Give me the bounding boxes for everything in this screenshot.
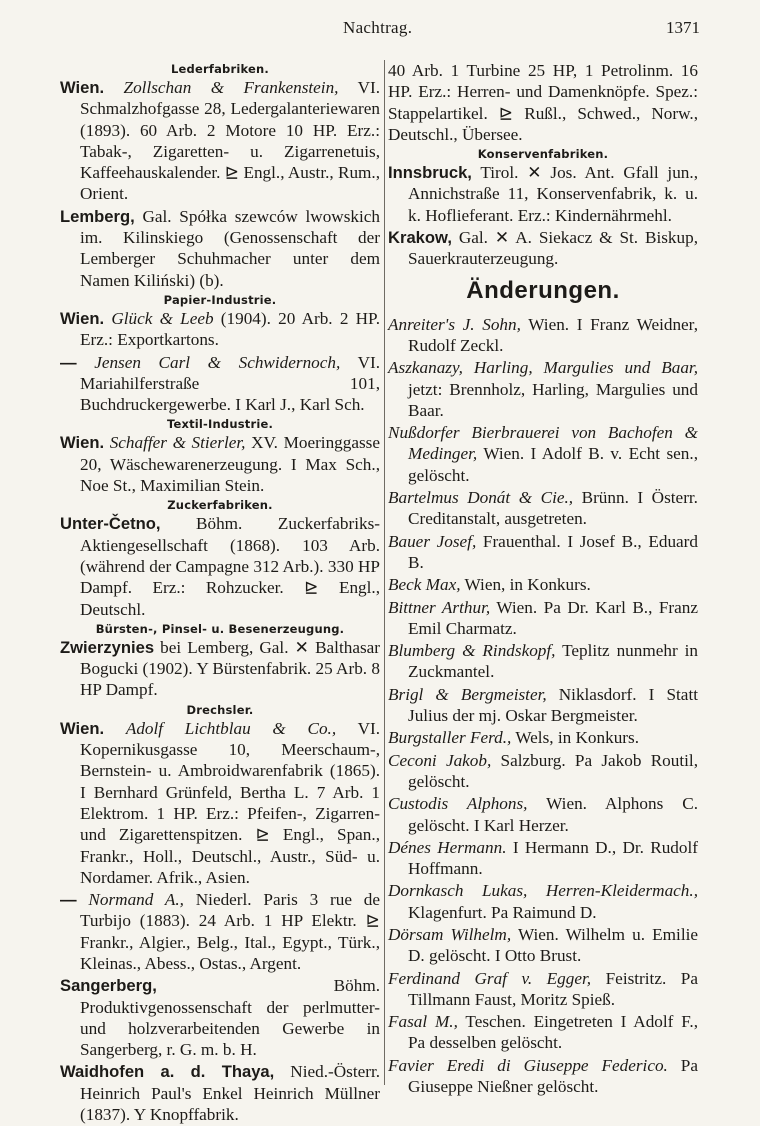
- entry-text: (1904). 20 Arb. 2 HP. Erz.: Exportkartons.: [80, 308, 380, 350]
- directory-entry: [388, 162, 698, 226]
- entry-firm: Aszkanazy, Harling, Margulies und Baar,: [388, 358, 698, 378]
- entry-place: —: [60, 890, 77, 910]
- entry-firm: Burgstaller Ferd.,: [388, 728, 512, 748]
- column-divider: [384, 60, 385, 1085]
- entry-firm: Bartelmus Donát & Cie.,: [388, 488, 574, 508]
- entry-text: Brünn. I Österr. Creditanstalt, ausgetreten.: [408, 488, 698, 529]
- section-heading: Textil-Industrie.: [166, 417, 274, 432]
- entry-firm: Jensen Carl & Schwidernoch,: [94, 352, 341, 372]
- entry-text: Böhm. Zuckerfabriks-Aktiengesellschaft (1868). 103 Arb. (während der Campagne 312 Arb.). 330 HP Dampf. Erz.: Rohzucker. ⊵ Engl., Deutschl.: [80, 514, 381, 619]
- entry-firm: Custodis Alphons,: [388, 794, 528, 814]
- directory-entry: [388, 314, 698, 357]
- entry-firm: Adolf Lichtblau & Co.,: [125, 718, 337, 738]
- entry-text: VI. Schmalzhofgasse 28, Ledergalanteriewaren (1893). 60 Arb. 2 Motore 10 HP. Erz.: Tabak-, Zigaretten- u. Zigarrenetuis, Kaffeehauskalender. ⊵ Engl., Austr., Rum., Orient.: [80, 78, 381, 204]
- entry-text: Teschen. Eingetreten I Adolf F., Pa desselben gelöscht.: [408, 1012, 698, 1053]
- directory-entry: [388, 60, 698, 145]
- directory-entry: [388, 924, 698, 967]
- entry-firm: Bittner Arthur,: [388, 597, 491, 617]
- section-heading: Änderungen.: [466, 276, 620, 304]
- directory-entry: [60, 77, 380, 205]
- section-heading: Konservenfabriken.: [477, 147, 609, 162]
- entry-place: —: [60, 352, 77, 372]
- entry-text: bei Lemberg, Gal. ✕ Balthasar Bogucki (1902). Y Bürstenfabrik. 25 Arb. 8 HP Dampf.: [80, 637, 380, 700]
- entry-firm: Normand A.,: [88, 890, 184, 910]
- entry-firm: Zollschan & Frankenstein,: [123, 78, 339, 97]
- section-heading: Lederfabriken.: [171, 62, 269, 76]
- entry-text: Pa Giuseppe Nießner gelöscht.: [408, 1055, 698, 1097]
- entry-text: Klagenfurt. Pa Raimund D.: [408, 902, 597, 922]
- section-heading: Drechsler.: [186, 702, 254, 717]
- directory-entry: [60, 637, 380, 701]
- entry-text: Böhm. Produktivgenossenschaft der perlmutter- und holzverarbeitenden Gewerbe in Sangerberg, r. G. m. b. H.: [80, 976, 380, 1060]
- entry-place: Innsbruck,: [388, 163, 472, 183]
- entry-firm: Fasal M.,: [388, 1012, 458, 1032]
- entry-place: Lemberg,: [60, 206, 135, 226]
- entry-text: Wien. Pa Dr. Karl B., Franz Emil Charmatz.: [408, 597, 699, 638]
- entry-firm: Beck Max,: [388, 575, 461, 595]
- directory-entry: [388, 227, 698, 270]
- directory-entry: [388, 727, 698, 748]
- directory-entry: [388, 531, 698, 574]
- entry-place: Wien.: [60, 433, 105, 453]
- entry-place: Wien.: [60, 308, 105, 328]
- right-column: [388, 60, 698, 1098]
- entry-place: Krakow,: [388, 228, 452, 248]
- entry-text: VI. Mariahilferstraße 101, Buchdruckergewerbe. I Karl J., Karl Sch.: [80, 352, 381, 415]
- entry-firm: Dornkasch Lukas, Herren-Kleidermach.,: [388, 881, 698, 901]
- directory-entry: [388, 837, 698, 880]
- directory-entry: [60, 1061, 380, 1125]
- entry-text: Teplitz nunmehr in Zuckmantel.: [408, 641, 698, 682]
- entry-text: Gal. Spółka szewców lwowskich im. Kilinskiego (Genossenschaft der Lemberger Schuhmacher unter dem Namen Kiliński) (b).: [80, 206, 381, 290]
- entry-firm: Brigl & Bergmeister,: [388, 684, 547, 704]
- entry-text: Gal. ✕ A. Siekacz & St. Biskup, Sauerkrauterzeugung.: [408, 228, 698, 269]
- directory-entry: [388, 684, 698, 727]
- directory-entry: [60, 975, 380, 1060]
- entry-text: 40 Arb. 1 Turbine 25 HP, 1 Petrolinm. 16 HP. Erz.: Herren- und Damenknöpfe. Spez.: Stappelartikel. ⊵ Rußl., Schwed., Norw., Deutschl., Übersee.: [388, 61, 698, 144]
- directory-entry: [60, 889, 380, 974]
- entry-text: Niklasdorf. I Statt Julius der mj. Oskar Bergmeister.: [408, 684, 698, 726]
- section-heading: Zuckerfabriken.: [167, 498, 273, 513]
- directory-entry: [60, 352, 380, 416]
- entry-text: Wien. Alphons C. gelöscht. I Karl Herzer.: [408, 794, 698, 835]
- entry-firm: Glück & Leeb: [111, 308, 214, 328]
- entry-place: Wien.: [60, 78, 105, 97]
- directory-entry: [60, 718, 380, 888]
- entry-firm: Schaffer & Stierler,: [109, 433, 246, 453]
- entry-place: Sangerberg,: [60, 976, 157, 996]
- entry-firm: Bauer Josef,: [388, 531, 477, 551]
- entry-firm: Anreiter's J. Sohn,: [388, 314, 521, 334]
- directory-entry: [60, 206, 380, 291]
- directory-entry: [388, 1055, 698, 1098]
- directory-entry: [388, 574, 698, 595]
- directory-entry: [388, 793, 698, 836]
- entry-text: I Hermann D., Dr. Rudolf Hoffmann.: [408, 837, 698, 879]
- entry-place: Wien.: [60, 718, 105, 738]
- entry-place: Waidhofen a. d. Thaya,: [60, 1062, 275, 1082]
- entry-text: Wien. I Adolf B. v. Echt sen., gelöscht.: [408, 444, 698, 485]
- entry-text: Wien. Wilhelm u. Emilie D. gelöscht. I Otto Brust.: [408, 924, 698, 966]
- entry-text: jetzt: Brennholz, Harling, Margulies und Baar.: [408, 379, 698, 420]
- entry-text: Wels, in Konkurs.: [511, 728, 640, 748]
- entry-firm: Ceconi Jakob,: [388, 750, 492, 770]
- entry-firm: Blumberg & Rindskopf,: [388, 641, 556, 661]
- directory-entry: [60, 308, 380, 351]
- entry-firm: Nußdorfer Bierbrauerei von Bachofen & Medinger,: [388, 423, 698, 464]
- directory-entry: [60, 432, 380, 496]
- directory-entry: [388, 357, 698, 421]
- directory-entry: [388, 750, 698, 793]
- entry-text: Wien. I Franz Weidner, Rudolf Zeckl.: [408, 314, 698, 355]
- directory-entry: [388, 597, 698, 640]
- entry-text: VI. Kopernikusgasse 10, Meerschaum-, Bernstein- u. Ambroidwarenfabrik (1865). I Bernhard Grünfeld, Bertha L. 7 Arb. 1 Elektrom. 1 HP. Erz.: Pfeifen-, Zigarren- und Zigarettenspitzen. ⊵ Engl., Span., Frankr., Holl., Deutschl., Austr., Süd- u. Nordamer. Afrik., Asien.: [80, 718, 381, 887]
- entry-firm: Dénes Hermann.: [388, 837, 507, 857]
- directory-entry: [388, 487, 698, 530]
- running-title: Nachtrag.: [343, 18, 413, 37]
- entry-place: Zwierzynies: [60, 637, 155, 657]
- directory-entry: [388, 880, 698, 923]
- page-header: [60, 14, 700, 44]
- entry-text: Salzburg. Pa Jakob Routil, gelöscht.: [408, 750, 698, 791]
- entry-text: Frauenthal. I Josef B., Eduard B.: [408, 531, 698, 572]
- entry-text: Nied.-Österr. Heinrich Paul's Enkel Heinrich Müllner (1837). Y Knopffabrik.: [80, 1062, 381, 1125]
- page-number: 1371: [666, 18, 700, 37]
- entry-text: XV. Moeringgasse 20, Wäschewarenerzeugung. I Max Sch., Noe St., Maximilian Stein.: [80, 433, 380, 496]
- entry-text: Feistritz. Pa Tillmann Faust, Moritz Spieß.: [408, 968, 698, 1009]
- left-column: [60, 60, 380, 1126]
- entry-firm: Ferdinand Graf v. Egger,: [388, 968, 592, 988]
- section-heading: Papier-Industrie.: [163, 292, 277, 307]
- entry-text: Wien, in Konkurs.: [460, 575, 591, 595]
- directory-entry: [388, 968, 698, 1011]
- entry-place: Unter-Četno,: [60, 514, 161, 534]
- entry-firm: Favier Eredi di Giuseppe Federico.: [388, 1055, 668, 1075]
- directory-entry: [60, 513, 380, 619]
- entry-text: Tirol. ✕ Jos. Ant. Gfall jun., Annichstraße 11, Konservenfabrik, k. u. k. Hoflieferant. Erz.: Kindernährmehl.: [408, 163, 698, 225]
- directory-entry: [388, 422, 698, 486]
- entry-text: Niederl. Paris 3 rue de Turbijo (1883). 24 Arb. 1 HP Elektr. ⊵ Frankr., Algier., Belg., Ital., Egypt., Türk., Kleinas., Abess., Ostas., Argent.: [80, 890, 380, 973]
- entry-firm: Dörsam Wilhelm,: [388, 924, 512, 944]
- section-heading: Bürsten-, Pinsel- u. Besenerzeugung.: [95, 621, 345, 636]
- directory-entry: [388, 1011, 698, 1054]
- directory-entry: [388, 640, 698, 683]
